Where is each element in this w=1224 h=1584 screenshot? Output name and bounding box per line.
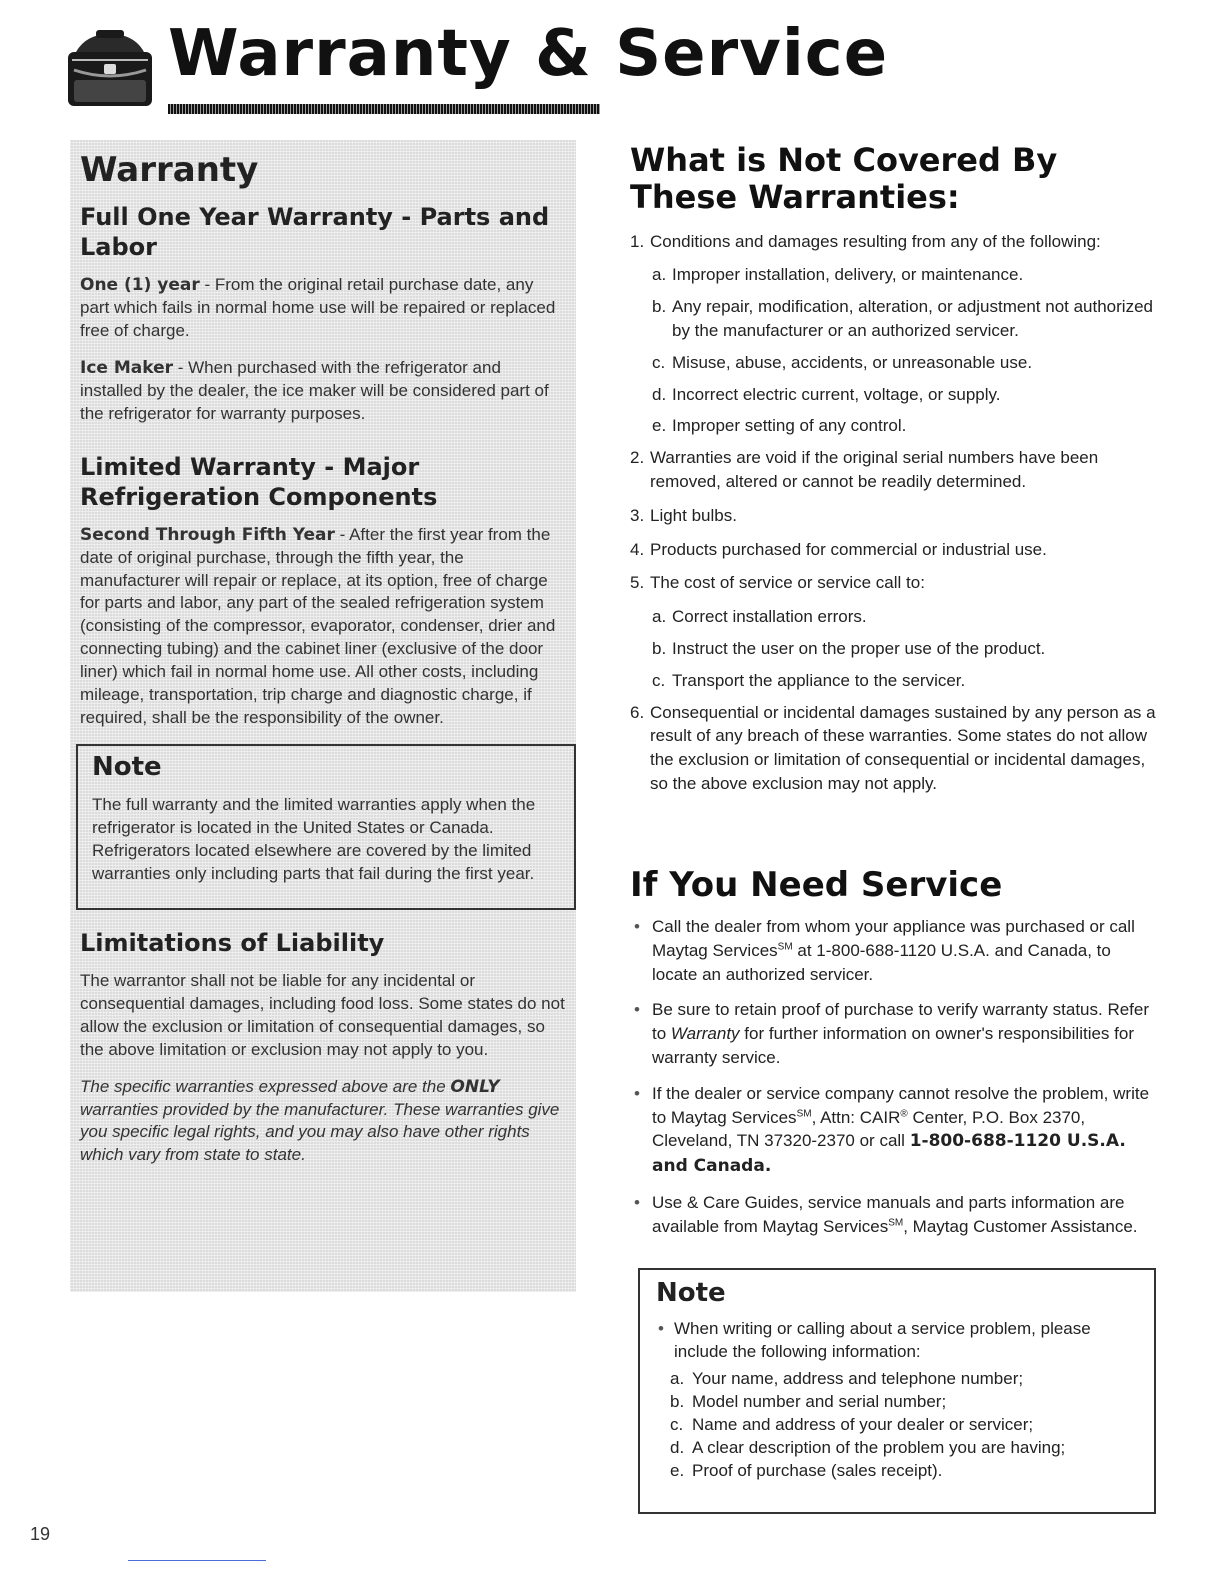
specific-post: warranties provided by the manufacturer. These warranties give you specific legal rights, and you may also have other rights which vary from state to state. [80, 1099, 560, 1165]
bullet-icon: • [634, 1000, 640, 1020]
left-note-heading: Note [92, 752, 162, 783]
service-mark: SM [796, 1108, 812, 1120]
service-mark: SM [777, 941, 793, 953]
registered-mark: ® [900, 1108, 908, 1120]
left-note-text: The full warranty and the limited warranties apply when the refrigerator is located in the United States or Canada. Refrigerators located elsewhere are covered by the limited warranties only including parts that fail during the first year. [92, 795, 536, 883]
item-text: Your name, address and telephone number; [692, 1368, 1024, 1388]
item-number: 3. [630, 505, 645, 525]
item-text: Warranties are void if the original serial numbers have been removed, altered or cannot be readily determined. [650, 448, 1099, 491]
list-item [652, 605, 1160, 629]
footer-rule [128, 1560, 266, 1561]
item-number: b. [652, 297, 667, 317]
service-heading: If You Need Service [630, 865, 1003, 905]
item-number: a. [652, 607, 667, 627]
service-section [630, 866, 1160, 1251]
item-text: Incorrect electric current, voltage, or supply. [672, 384, 1001, 404]
right-note-box [638, 1268, 1156, 1514]
list-item [670, 1437, 1138, 1460]
bullet-icon: • [634, 1193, 640, 1213]
list-item [630, 701, 1160, 796]
list-item [652, 351, 1160, 375]
toolbox-icon [66, 30, 154, 108]
item-text: Proof of purchase (sales receipt). [692, 1460, 943, 1480]
item-text: Consequential or incidental damages sustained by any person as a result of any breach of these warranties. Some states do not allow the exclusion or limitation of consequential or incidental damages, so the above exclusion may not apply. [650, 702, 1156, 793]
ice-maker-text: - When purchased with the refrigerator and installed by the dealer, the ice maker will be considered part of the refrigerator for warranty purposes. [80, 357, 549, 423]
list-item [652, 637, 1160, 661]
item-text: Name and address of your dealer or servicer; [692, 1414, 1034, 1434]
page-title: Warranty & Service [168, 17, 889, 91]
bullet-text: , Maytag Customer Assistance. [903, 1216, 1138, 1236]
item-text: A clear description of the problem you are having; [692, 1437, 1066, 1457]
warranty-reference: Warranty [670, 1024, 740, 1044]
liability-text: The warrantor shall not be liable for any incidental or consequential damages, including food loss. Some states do not allow the exclusion or limitation of consequential damages, so the above limitation or exclusion may not apply to you. [80, 970, 565, 1059]
second-fifth-text: - After the first year from the date of original purchase, through the fifth year, the manufacturer will repair or replace, at its option, free of charge for parts and labor, any part of the sealed refrigeration system (consisting of the compressor, evaporator, condenser, drier and connecting tubing) and the cabinet liner (exclusive of the door liner) which fail in normal home use. All other costs, including mileage, transportation, trip charge and diagnostic charge, if required, shall be the responsibility of the owner. [80, 524, 556, 728]
liability-heading: Limitations of Liability [80, 928, 385, 957]
bullet-text: Center, P.O. Box 2370, Cleveland, TN 37320-2370 or call [652, 1107, 1086, 1151]
item-text: Transport the appliance to the servicer. [672, 670, 966, 690]
phone-number: 1-800-688-1120 U.S.A. and Canada. [652, 1131, 1126, 1177]
specific-pre: The specific warranties expressed above are the [80, 1076, 451, 1096]
bullet-icon: • [634, 917, 640, 937]
list-item [652, 383, 1160, 407]
item-number: d. [670, 1437, 685, 1457]
bullet-text: Use & Care Guides, service manuals and parts information are available from Maytag Services [652, 1193, 1125, 1236]
title-underline [168, 104, 600, 114]
item-number: c. [652, 670, 666, 690]
bullet-text: , Attn: CAIR [811, 1107, 901, 1127]
service-list [630, 915, 1160, 1239]
not-covered-section [630, 142, 1160, 806]
full-warranty-heading: Full One Year Warranty - Parts and Labor [80, 203, 550, 261]
item-text: Improper setting of any control. [672, 416, 907, 436]
ice-maker-paragraph [80, 357, 566, 426]
page-number: 19 [30, 1524, 51, 1544]
bullet-text: at 1-800-688-1120 U.S.A. and Canada, to locate an authorized servicer. [652, 940, 1111, 984]
item-number: e. [652, 416, 667, 436]
item-number: c. [652, 352, 666, 372]
list-item [670, 1414, 1138, 1437]
warranty-panel [70, 140, 576, 1292]
item-number: b. [670, 1391, 685, 1411]
specific-warranties-text [80, 1076, 566, 1168]
list-item [630, 998, 1160, 1069]
bullet-text: When writing or calling about a service problem, please include the following information: [674, 1319, 1091, 1361]
item-number: 1. [630, 231, 645, 251]
item-text: Misuse, abuse, accidents, or unreasonable use. [672, 352, 1033, 372]
item-number: a. [670, 1368, 685, 1388]
list-item [630, 1191, 1160, 1239]
item-number: a. [652, 265, 667, 285]
bullet-icon: • [634, 1083, 640, 1103]
item-text: The cost of service or service call to: [650, 573, 925, 593]
ice-maker-label: Ice Maker [80, 357, 174, 378]
item-text: Instruct the user on the proper use of the product. [672, 638, 1046, 658]
specific-only: ONLY [450, 1076, 500, 1097]
list-item [652, 263, 1160, 287]
list-item [652, 295, 1160, 343]
right-note-heading: Note [656, 1278, 726, 1308]
left-note-box [76, 744, 576, 910]
list-item [630, 1082, 1160, 1179]
bullet-icon: • [658, 1319, 664, 1338]
list-item [670, 1460, 1138, 1483]
one-year-label: One (1) year [80, 275, 200, 295]
service-mark: SM [888, 1217, 904, 1229]
item-text: Improper installation, delivery, or maintenance. [672, 265, 1024, 285]
one-year-paragraph [80, 274, 566, 343]
item-text: Conditions and damages resulting from any of the following: [650, 231, 1101, 251]
right-note-bullet [656, 1318, 1138, 1364]
item-text: Correct installation errors. [672, 607, 867, 627]
list-item [652, 414, 1160, 438]
list-item [670, 1391, 1138, 1414]
not-covered-heading: What is Not Covered By These Warranties: [630, 141, 1058, 216]
item-number: d. [652, 384, 667, 404]
item-text: Any repair, modification, alteration, or adjustment not authorized by the manufacturer or an authorized servicer. [672, 297, 1153, 340]
item-number: 5. [630, 573, 645, 593]
list-item [630, 538, 1160, 562]
second-fifth-paragraph [80, 524, 566, 730]
list-item [630, 915, 1160, 986]
item-number: b. [652, 638, 667, 658]
bullet-text: If the dealer or service company cannot resolve the problem, write to Maytag Services [652, 1083, 1150, 1127]
list-item [630, 571, 1160, 595]
item-number: e. [670, 1460, 685, 1480]
bullet-text: Call the dealer from whom your appliance was purchased or call Maytag Services [652, 917, 1135, 960]
item-number: 2. [630, 448, 645, 468]
bullet-text: Be sure to retain proof of purchase to verify warranty status. Refer to [652, 1000, 1150, 1044]
list-item [670, 1368, 1138, 1391]
item-number: c. [670, 1414, 684, 1434]
list-item [630, 230, 1160, 254]
item-text: Model number and serial number; [692, 1391, 947, 1411]
warranty-heading: Warranty [80, 150, 259, 190]
item-number: 6. [630, 702, 645, 722]
item-text: Products purchased for commercial or industrial use. [650, 539, 1047, 559]
list-item [630, 504, 1160, 528]
item-number: 4. [630, 539, 645, 559]
list-item [652, 669, 1160, 693]
not-covered-list [630, 230, 1160, 796]
list-item [630, 446, 1160, 494]
second-fifth-label: Second Through Fifth Year [80, 524, 335, 545]
bullet-text: for further information on owner's responsibilities for warranty service. [652, 1024, 1134, 1068]
one-year-text: - From the original retail purchase date, any part which fails in normal home use will be repaired or replaced free of charge. [80, 275, 556, 340]
limited-warranty-heading: Limited Warranty - Major Refrigeration Components [80, 452, 438, 511]
item-text: Light bulbs. [650, 505, 737, 525]
